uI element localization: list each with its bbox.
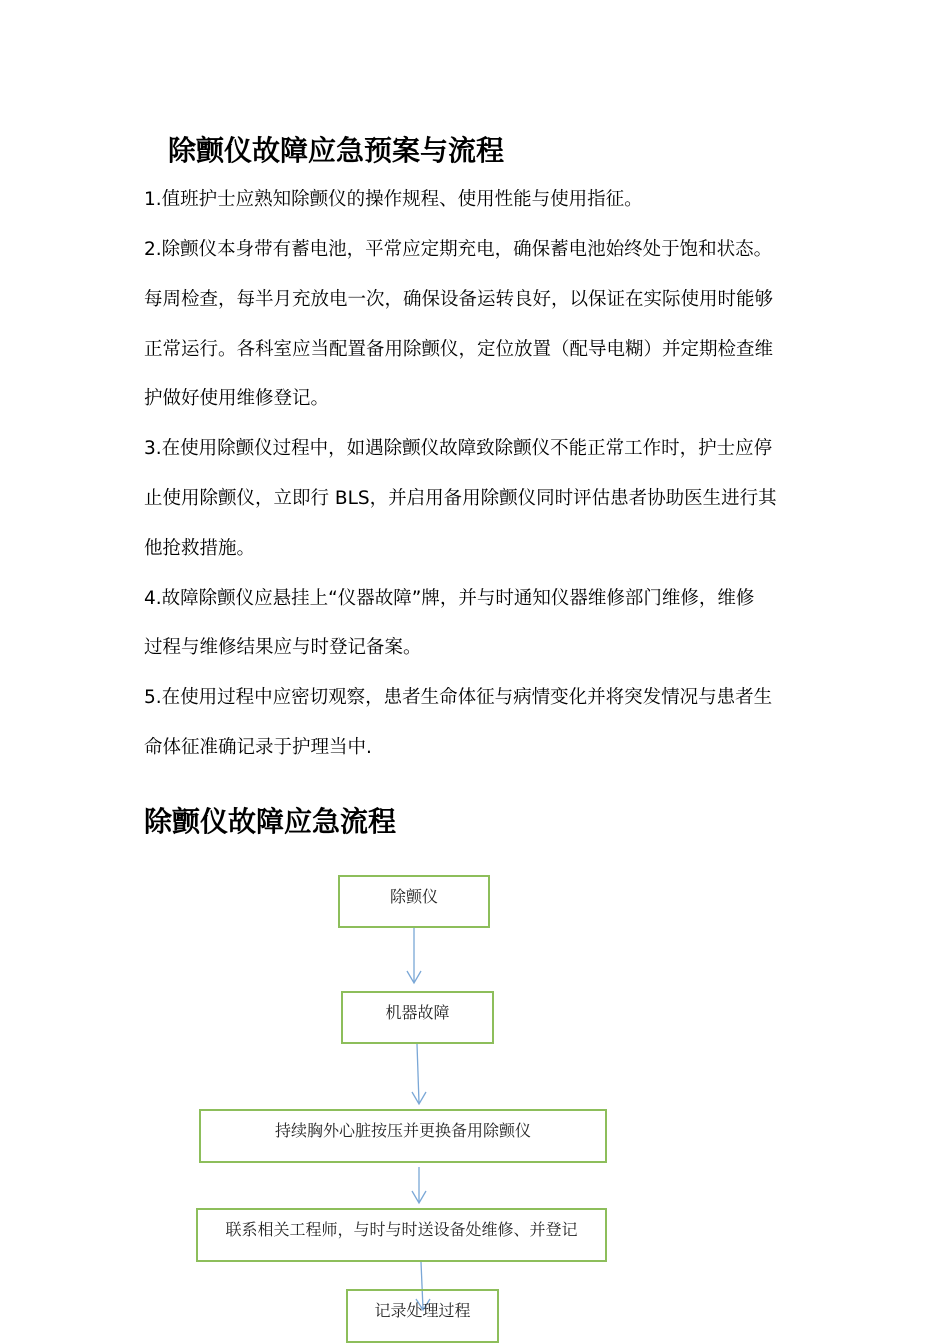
paragraph-line-4: 正常运行。各科室应当配置备用除颤仪，定位放置（配导电糊）并定期检查维: [144, 339, 774, 360]
flow-step-defibrillator: 除颤仪: [338, 875, 490, 928]
paragraph-line-8: 他抢救措施。: [144, 538, 256, 559]
paragraph-line-1: 1.值班护士应熟知除颤仪的操作规程、使用性能与使用指征。: [144, 189, 643, 210]
paragraph-line-10: 过程与维修结果应与时登记备案。: [144, 637, 422, 658]
paragraph-line-9: 4.故障除颤仪应悬挂上“仪器故障”牌，并与时通知仪器维修部门维修，维修: [144, 588, 755, 609]
paragraph-line-7: 止使用除颤仪，立即行 BLS，并启用备用除颤仪同时评估患者协助医生进行其: [144, 488, 777, 509]
arrow-3-head: [412, 1191, 426, 1203]
paragraph-line-11: 5.在使用过程中应密切观察，患者生命体征与病情变化并将突发情况与患者生: [144, 687, 773, 708]
flow-step-contact-engineer: 联系相关工程师，与时与时送设备处维修、并登记: [196, 1208, 607, 1262]
flow-title: 除颤仪故障应急流程: [144, 805, 397, 838]
paragraph-line-6: 3.在使用除颤仪过程中，如遇除颤仪故障致除颤仪不能正常工作时，护士应停: [144, 438, 773, 459]
flow-step-machine-failure: 机器故障: [341, 991, 494, 1044]
arrow-2-head: [412, 1092, 426, 1104]
page-title: 除颤仪故障应急预案与流程: [168, 134, 505, 167]
paragraph-line-12: 命体征准确记录于护理当中.: [144, 737, 372, 758]
paragraph-line-3: 每周检查，每半月充放电一次，确保设备运转良好，以保证在实际使用时能够: [144, 289, 774, 310]
arrow-2: [417, 1044, 419, 1103]
flow-step-record-process: 记录处理过程: [346, 1289, 499, 1343]
arrow-1-head: [407, 971, 421, 983]
flow-step-cpr-replace: 持续胸外心脏按压并更换备用除颤仪: [199, 1109, 607, 1163]
paragraph-line-2: 2.除颤仪本身带有蓄电池，平常应定期充电，确保蓄电池始终处于饱和状态。: [144, 239, 773, 260]
paragraph-line-5: 护做好使用维修登记。: [144, 388, 330, 409]
